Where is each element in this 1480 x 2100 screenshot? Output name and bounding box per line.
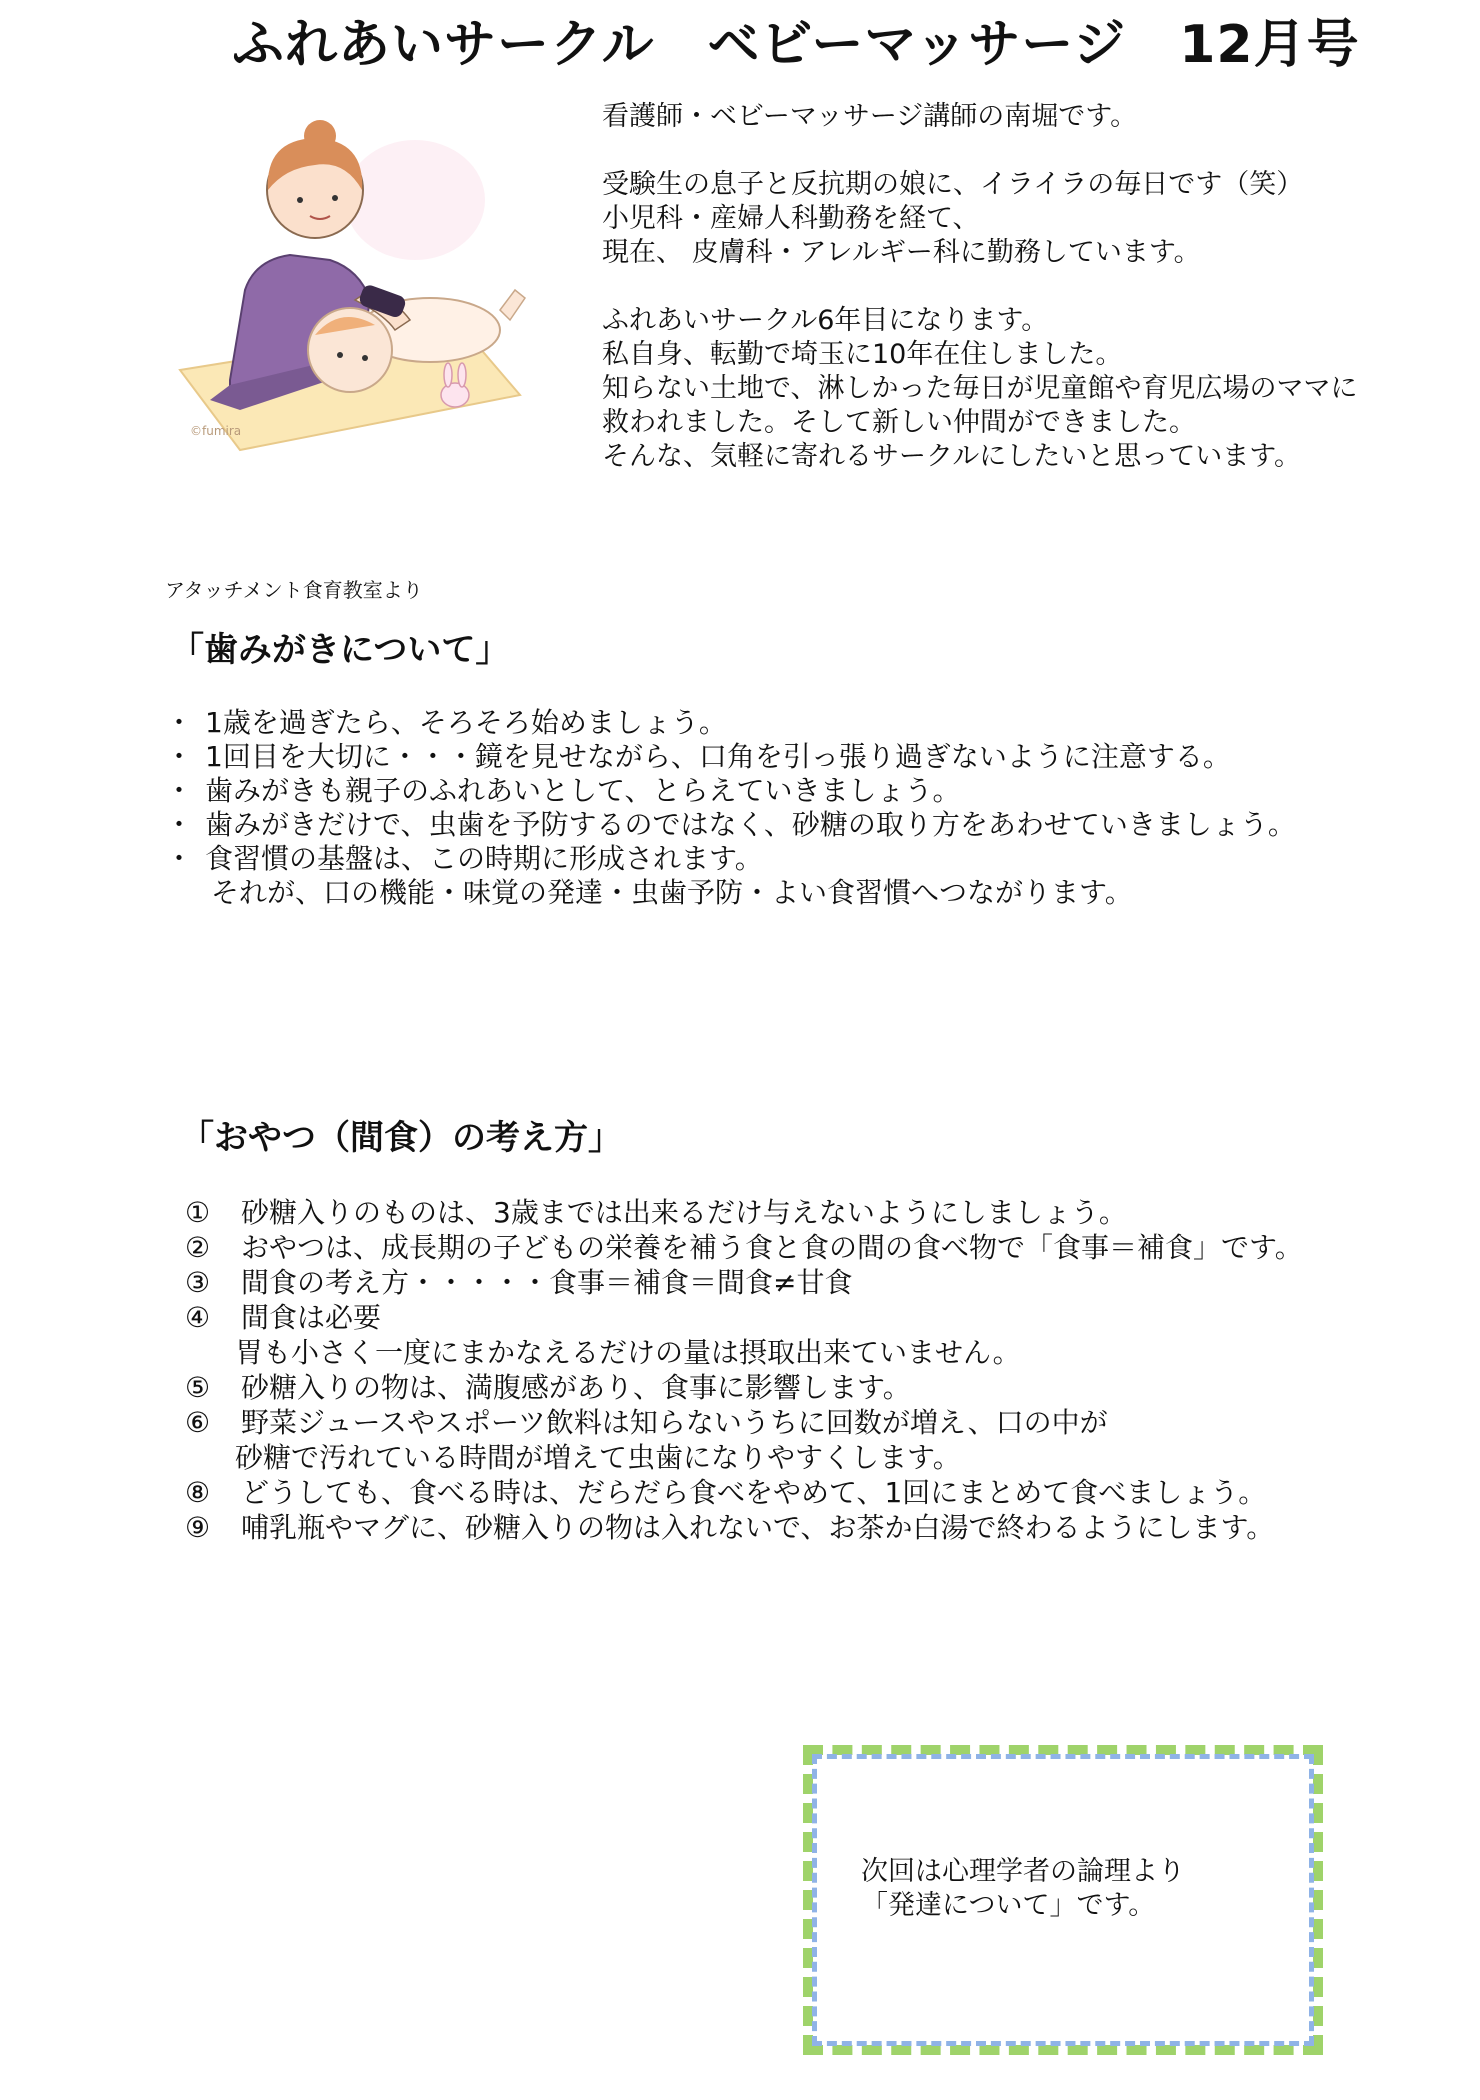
list-item-text: 砂糖入りのものは、3歳までは出来るだけ与えないようにしましょう。 [241,1196,1127,1229]
list-item [165,706,1415,740]
list-number: ① [185,1196,211,1229]
list-item [185,1510,1445,1545]
list-item-text: 野菜ジュースやスポーツ飲料は知らないうちに回数が増え、口の中が [241,1406,1108,1439]
list-number: ⑨ [185,1511,211,1544]
intro-line [602,134,1442,168]
list-item [185,1300,1445,1335]
list-item [165,842,1415,876]
list-item [185,1405,1445,1440]
intro-line [602,270,1442,304]
list-item [185,1475,1445,1510]
list-item-text: 歯みがきだけで、虫歯を予防するのではなく、砂糖の取り方をあわせていきましょう。 [205,808,1296,841]
list-item-text: おやつは、成長期の子どもの栄養を補う食と食の間の食べ物で「食事＝補食」です。 [241,1231,1303,1264]
next-issue-box [803,1745,1323,2055]
intro-line: そんな、気軽に寄れるサークルにしたいと思っています。 [602,441,1302,472]
list-number: ⑧ [185,1476,211,1509]
next-issue-line2: 「発達について」です。 [861,1890,1156,1921]
list-item-continuation: 砂糖で汚れている時間が増えて虫歯になりやすくします。 [235,1441,961,1474]
teeth-heading: 「歯みがきについて」 [170,630,510,670]
list-item-text: 歯みがきも親子のふれあいとして、とらえていきましょう。 [205,774,961,807]
list-item-text: どうしても、食べる時は、だらだら食べをやめて、1回にまとめて食べましょう。 [241,1476,1267,1509]
intro-line: 私自身、転勤で埼玉に10年在住しました。 [602,339,1123,370]
intro-line: ふれあいサークル6年目になります。 [602,305,1049,336]
list-item-text: 1回目を大切に・・・鏡を見せながら、口角を引っ張り過ぎないように注意する。 [205,740,1231,773]
intro-line: 受験生の息子と反抗期の娘に、イライラの毎日です（笑） [602,169,1304,200]
list-item-continuation: それが、口の機能・味覚の発達・虫歯予防・よい食習慣へつながります。 [211,876,1133,909]
list-item-continuation: 胃も小さく一度にまかなえるだけの量は摂取出来ていません。 [235,1336,1021,1369]
newsletter-title: ふれあいサークル ベビーマッサージ 12月号 [232,15,1360,75]
list-item [185,1195,1445,1230]
list-item-text: 1歳を過ぎたら、そろそろ始めましょう。 [205,706,727,739]
teeth-list [165,706,1415,910]
list-number: ④ [185,1301,211,1334]
illustration-credit: ©fumira [190,424,242,438]
intro-line: 知らない土地で、淋しかった毎日が児童館や育児広場のママに [602,373,1358,404]
intro-line: 現在、 皮膚科・アレルギー科に勤務しています。 [602,237,1201,268]
bullet-mark: ・ [165,774,194,807]
list-number: ⑤ [185,1371,211,1404]
snack-list [185,1195,1445,1545]
intro-line: 小児科・産婦人科勤務を経て、 [602,203,980,234]
list-item-text: 哺乳瓶やマグに、砂糖入りの物は入れないで、お茶か白湯で終わるようにします。 [241,1511,1275,1544]
baby-massage-illustration [170,120,540,460]
bullet-mark: ・ [165,740,194,773]
intro-line: 救われました。そして新しい仲間ができました。 [602,407,1196,438]
list-item [185,1230,1445,1265]
bullet-mark: ・ [165,842,194,875]
list-number: ③ [185,1266,211,1299]
intro-text [602,100,1442,474]
list-item [185,1265,1445,1300]
list-item-text: 食習慣の基盤は、この時期に形成されます。 [205,842,763,875]
list-item [165,808,1415,842]
list-number: ② [185,1231,211,1264]
list-item [185,1370,1445,1405]
list-number: ⑥ [185,1406,211,1439]
intro-line: 看護師・ベビーマッサージ講師の南堀です。 [602,101,1138,132]
list-item-text: 砂糖入りの物は、満腹感があり、食事に影響します。 [241,1371,911,1404]
bullet-mark: ・ [165,808,194,841]
bullet-mark: ・ [165,706,194,739]
list-item [165,774,1415,808]
list-item-text: 間食の考え方・・・・・食事＝補食＝間食≠甘食 [241,1266,853,1299]
next-issue-line1: 次回は心理学者の論理より [861,1856,1185,1887]
snack-heading: 「おやつ（間食）の考え方」 [180,1118,622,1158]
section-source: アタッチメント食育教室より [165,578,423,602]
list-item [165,740,1415,774]
list-item-text: 間食は必要 [241,1301,382,1334]
